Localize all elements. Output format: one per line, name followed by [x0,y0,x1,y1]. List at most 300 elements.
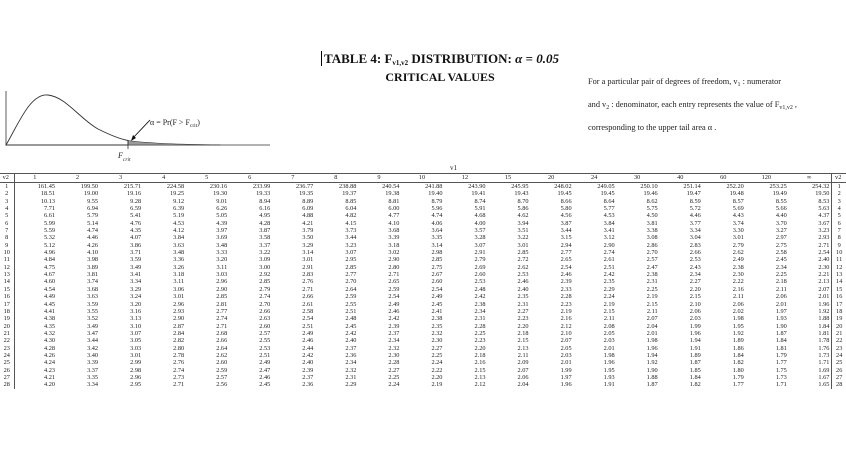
row-label-v2: 10 [0,249,14,256]
table-cell: 8.94 [259,197,271,205]
table-cell: 2.32 [388,344,400,352]
table-cell: 4.37 [818,212,830,220]
table-cell: 7.71 [44,205,56,213]
table-cell: 2.43 [689,263,701,271]
table-cell: 19.00 [83,190,99,198]
table-cell: 3.35 [87,373,99,381]
table-cell: 3.51 [517,227,529,235]
table-cell: 1.79 [732,373,744,381]
row-label-v2: 6 [0,220,14,227]
table-cell: 2.66 [689,249,701,257]
table-cell: 3.01 [517,241,529,249]
table-cell: 251.14 [683,183,701,190]
table-cell: 2.59 [216,366,228,374]
table-cell: 4.77 [388,212,400,220]
table-cell: 3.09 [259,256,271,264]
title-subscript: v1,v2 [392,59,409,67]
table-cell: 4.21 [302,219,314,227]
table-cell: 199.50 [80,183,99,190]
table-cell: 2.40 [517,285,529,293]
table-cell: 2.51 [603,263,615,271]
table-cell: 3.68 [87,285,99,293]
table-cell: 5.59 [44,227,56,235]
table-cell: 3.37 [87,366,99,374]
table-cell: 3.98 [87,256,99,264]
table-cell: 2.19 [560,307,572,315]
table-cell: 2.85 [216,293,228,301]
table-cell: 2.77 [216,307,228,315]
table-cell: 2.96 [173,300,185,308]
table-cell: 3.47 [87,329,99,337]
table-cell: 2.75 [775,241,787,249]
table-cell: 3.34 [87,381,99,389]
table-cell: 5.19 [173,212,185,220]
table-cell: 1.95 [732,322,744,330]
table-cell: 254.32 [812,183,830,190]
table-cell: 3.48 [216,241,228,249]
column-header: 40 [660,174,703,183]
column-header: 2 [57,174,100,183]
row-label-v2: 26 [0,367,14,374]
table-cell: 2.23 [474,337,486,345]
table-cell: 2.20 [431,373,443,381]
table-cell: 2.34 [345,359,357,367]
table-cell: 9.12 [173,197,185,205]
table-cell: 4.12 [173,227,185,235]
table-row [0,374,846,381]
table-cell: 2.18 [517,329,529,337]
table-cell: 3.36 [173,256,185,264]
table-row [0,220,846,227]
table-cell: 1.98 [646,337,658,345]
table-cell: 1.98 [732,315,744,323]
table-cell: 2.07 [517,366,529,374]
table-cell: 2.42 [388,315,400,323]
table-cell: 2.57 [259,329,271,337]
table-cell: 4.24 [44,359,56,367]
table-cell: 3.69 [216,234,228,242]
table-cell: 2.74 [173,366,185,374]
table-cell: 1.93 [775,315,787,323]
table-cell: 2.34 [689,271,701,279]
table-row [0,256,846,263]
table-cell: 19.45 [557,190,572,198]
table-cell: 2.11 [603,315,615,323]
row-label-v2-right: 6 [832,220,846,227]
table-cell: 240.54 [382,183,400,190]
row-label-v2: 5 [0,212,14,219]
row-label-v2-right: 27 [832,374,846,381]
table-cell: 2.10 [689,300,701,308]
table-cell: 1.92 [732,329,744,337]
table-cell: 253.25 [769,183,787,190]
column-header: 1 [14,174,57,183]
table-cell: 3.07 [345,249,357,257]
table-cell: 3.74 [732,219,744,227]
table-cell: 19.43 [514,190,529,198]
row-label-v2: 25 [0,359,14,366]
table-cell: 4.30 [44,337,56,345]
table-cell: 1.91 [689,344,701,352]
table-cell: 4.32 [44,329,56,337]
table-cell: 2.94 [560,241,572,249]
table-cell: 4.10 [87,249,99,257]
table-cell: 19.25 [170,190,185,198]
table-cell: 2.90 [216,285,228,293]
table-cell: 248.02 [554,183,572,190]
table-cell: 5.99 [44,219,56,227]
table-cell: 2.08 [603,322,615,330]
table-cell: 2.37 [345,344,357,352]
table-cell: 2.16 [732,285,744,293]
table-cell: 19.37 [342,190,357,198]
row-label-v2: 13 [0,271,14,278]
table-cell: 1.88 [818,315,830,323]
table-cell: 241.88 [425,183,443,190]
table-cell: 4.10 [388,219,400,227]
table-cell: 1.89 [689,351,701,359]
table-cell: 3.35 [431,234,443,242]
table-cell: 2.15 [646,300,658,308]
table-cell: 2.93 [173,307,185,315]
table-cell: 236.77 [296,183,314,190]
table-cell: 5.14 [87,219,99,227]
table-cell: 2.80 [173,344,185,352]
table-cell: 2.35 [603,278,615,286]
table-cell: 2.25 [646,285,658,293]
table-cell: 1.86 [732,344,744,352]
table-cell: 3.49 [87,322,99,330]
table-cell: 4.38 [44,315,56,323]
table-cell: 3.77 [689,219,701,227]
table-cell: 2.65 [388,278,400,286]
table-cell: 3.07 [474,241,486,249]
table-cell: 2.15 [474,366,486,374]
table-cell: 3.42 [87,344,99,352]
table-cell: 3.97 [216,227,228,235]
table-cell: 3.64 [431,227,443,235]
table-cell: 10.13 [40,197,56,205]
table-cell: 2.49 [732,256,744,264]
row-label-v2-right: 1 [832,183,846,191]
table-cell: 8.81 [388,197,400,205]
table-cell: 6.39 [173,205,185,213]
table-cell: 1.98 [603,351,615,359]
table-cell: 2.60 [259,322,271,330]
alpha-arrow [132,120,150,139]
table-cell: 3.37 [259,241,271,249]
table-cell: 1.80 [732,366,744,374]
table-cell: 2.54 [818,249,830,257]
table-cell: 1.77 [732,381,744,389]
table-cell: 2.19 [431,381,443,389]
table-cell: 2.11 [646,307,658,315]
table-cell: 2.34 [388,337,400,345]
table-cell: 8.79 [431,197,443,205]
table-cell: 3.52 [87,315,99,323]
table-cell: 5.05 [216,212,228,220]
table-cell: 3.44 [345,234,357,242]
table-cell: 2.95 [345,256,357,264]
table-cell: 2.53 [474,278,486,286]
column-header: 3 [100,174,143,183]
table-cell: 3.89 [87,263,99,271]
table-cell: 3.30 [732,227,744,235]
table-cell: 3.34 [689,227,701,235]
table-cell: 2.35 [517,293,529,301]
table-cell: 19.46 [643,190,658,198]
table-cell: 3.94 [517,219,529,227]
table-cell: 6.04 [345,205,357,213]
table-cell: 5.86 [517,205,529,213]
table-cell: 2.06 [775,293,787,301]
table-cell: 2.40 [345,337,357,345]
table-cell: 4.67 [44,271,56,279]
description-line-2: and $v_2$ : denominator, each entry represents the value of $F_{v1,v2}$ , [588,100,798,111]
page-subtitle: CRITICAL VALUES [385,70,495,84]
table-cell: 6.61 [44,212,56,220]
table-cell: 2.96 [130,373,142,381]
table-cell: 2.72 [517,256,529,264]
row-label-v2-right: 23 [832,345,846,352]
table-cell: 2.57 [216,373,228,381]
column-header: 15 [488,174,531,183]
table-cell: 2.77 [345,271,357,279]
table-cell: 3.03 [130,344,142,352]
table-cell: 2.27 [388,366,400,374]
table-cell: 2.62 [216,351,228,359]
table-cell: 3.18 [173,271,185,279]
table-cell: 3.24 [130,293,142,301]
table-cell: 2.28 [388,359,400,367]
critical-values-table [0,173,846,389]
row-label-v2: 15 [0,286,14,293]
table-cell: 3.41 [130,271,142,279]
table-cell: 2.51 [259,351,271,359]
table-cell: 2.01 [603,344,615,352]
table-cell: 3.63 [87,293,99,301]
table-cell: 2.05 [603,329,615,337]
table-cell: 2.03 [689,315,701,323]
table-cell: 3.44 [87,337,99,345]
table-cell: 2.70 [345,278,357,286]
column-header: 6 [229,174,272,183]
table-cell: 2.07 [818,285,830,293]
table-cell: 3.08 [646,234,658,242]
table-cell: 3.22 [259,249,271,257]
table-cell: 4.95 [259,212,271,220]
table-cell: 245.95 [511,183,529,190]
table-cell: 2.80 [388,263,400,271]
table-cell: 2.62 [732,249,744,257]
table-cell: 2.33 [560,285,572,293]
table-cell: 2.25 [388,373,400,381]
table-row [0,249,846,256]
row-label-v2: 17 [0,301,14,308]
table-cell: 3.27 [775,227,787,235]
table-cell: 4.53 [173,219,185,227]
table-cell: 2.92 [259,271,271,279]
table-cell: 4.53 [603,212,615,220]
table-cell: 3.81 [646,219,658,227]
table-cell: 4.06 [431,219,443,227]
table-cell: 5.72 [689,205,701,213]
table-cell: 2.30 [732,271,744,279]
table-cell: 2.28 [474,322,486,330]
table-cell: 4.28 [44,344,56,352]
table-cell: 2.46 [259,373,271,381]
table-cell: 1.73 [775,373,787,381]
table-cell: 3.13 [130,315,142,323]
table-cell: 3.44 [560,227,572,235]
table-cell: 2.83 [689,241,701,249]
table-cell: 2.01 [775,300,787,308]
table-cell: 2.78 [173,351,185,359]
row-label-v2: 22 [0,337,14,344]
table-cell: 8.74 [474,197,486,205]
table-cell: 3.11 [173,278,185,286]
table-cell: 4.49 [44,293,56,301]
table-cell: 2.29 [603,285,615,293]
table-cell: 2.90 [173,315,185,323]
table-cell: 1.75 [775,366,787,374]
table-cell: 4.40 [775,212,787,220]
table-cell: 2.20 [474,344,486,352]
description-line-1: For a particular pair of degrees of freedom, $v_1$ : numerator [588,77,782,88]
table-cell: 3.00 [259,263,271,271]
table-cell: 3.74 [87,278,99,286]
table-cell: 5.96 [431,205,443,213]
table-cell: 1.96 [560,381,572,389]
table-cell: 3.16 [130,307,142,315]
table-cell: 2.45 [775,256,787,264]
table-cell: 2.01 [560,359,572,367]
table-cell: 2.25 [775,271,787,279]
page-title [290,50,590,72]
table-cell: 2.13 [517,344,529,352]
table-cell: 3.29 [302,241,314,249]
table-cell: 2.82 [173,337,185,345]
table-cell: 2.29 [345,381,357,389]
table-cell: 1.76 [818,344,830,352]
column-header-v2-right: v2 [832,174,846,183]
table-cell: 1.94 [689,337,701,345]
table-cell: 2.64 [216,344,228,352]
table-cell: 1.77 [775,359,787,367]
table-cell: 4.26 [87,241,99,249]
table-cell: 230.16 [209,183,228,190]
table-cell: 4.43 [732,212,744,220]
table-cell: 2.56 [216,381,228,389]
description [588,72,838,138]
table-cell: 6.59 [130,205,142,213]
table-cell: 2.46 [517,278,529,286]
table-cell: 2.11 [733,293,744,301]
row-label-v2-right: 22 [832,337,846,344]
table-cell: 4.35 [130,227,142,235]
table-cell: 2.58 [775,249,787,257]
table-cell: 4.82 [345,212,357,220]
table-cell: 2.40 [302,359,314,367]
table-row [0,183,846,191]
table-cell: 2.59 [388,285,400,293]
table-cell: 8.70 [517,197,529,205]
row-label-v2-right: 5 [832,212,846,219]
table-cell: 2.75 [431,263,443,271]
table-cell: 2.18 [474,351,486,359]
v1-header-label: v1 [450,164,457,172]
table-cell: 2.58 [302,307,314,315]
table-cell: 5.80 [560,205,572,213]
table-cell: 3.07 [130,329,142,337]
table-cell: 4.41 [44,307,56,315]
table-row [0,286,846,293]
table-cell: 9.28 [130,197,142,205]
table-cell: 2.15 [517,337,529,345]
table-cell: 2.04 [517,381,529,389]
table-cell: 8.53 [818,197,830,205]
table-cell: 1.81 [818,329,830,337]
table-cell: 1.89 [732,337,744,345]
table-cell: 4.60 [44,278,56,286]
table-cell: 2.86 [646,241,658,249]
table-cell: 1.96 [646,344,658,352]
table-cell: 4.39 [216,219,228,227]
row-label-v2-right: 10 [832,249,846,256]
table-cell: 3.58 [259,234,271,242]
table-cell: 2.83 [302,271,314,279]
table-cell: 1.92 [646,359,658,367]
table-cell: 2.46 [560,271,572,279]
table-row [0,359,846,366]
table-cell: 3.29 [130,285,142,293]
table-cell: 2.44 [302,344,314,352]
table-cell: 3.11 [216,263,228,271]
table-cell: 8.59 [689,197,701,205]
table-cell: 2.71 [388,271,400,279]
table-cell: 2.16 [474,359,486,367]
table-cell: 3.01 [130,351,142,359]
table-cell: 2.66 [216,337,228,345]
table-cell: 2.32 [345,366,357,374]
row-label-v2-right: 13 [832,271,846,278]
table-cell: 1.97 [775,307,787,315]
row-label-v2: 24 [0,352,14,359]
table-cell: 2.77 [560,249,572,257]
table-row [0,345,846,352]
table-cell: 5.32 [44,234,56,242]
table-cell: 2.64 [345,285,357,293]
table-cell: 8.66 [560,197,572,205]
table-cell: 1.71 [818,359,830,367]
table-cell: 3.40 [87,351,99,359]
table-cell: 19.47 [686,190,701,198]
table-cell: 2.46 [302,337,314,345]
table-cell: 2.24 [603,293,615,301]
table-cell: 4.21 [44,373,56,381]
table-cell: 3.59 [87,300,99,308]
table-cell: 2.45 [259,381,271,389]
table-cell: 2.69 [474,263,486,271]
table-cell: 2.98 [130,366,142,374]
table-cell: 19.16 [126,190,142,198]
f-distribution-curve-diagram [0,85,280,180]
table-cell: 2.28 [560,293,572,301]
table-cell: 5.63 [818,205,830,213]
table-cell: 1.69 [818,366,830,374]
table-cell: 1.96 [818,300,830,308]
table-cell: 2.49 [259,359,271,367]
